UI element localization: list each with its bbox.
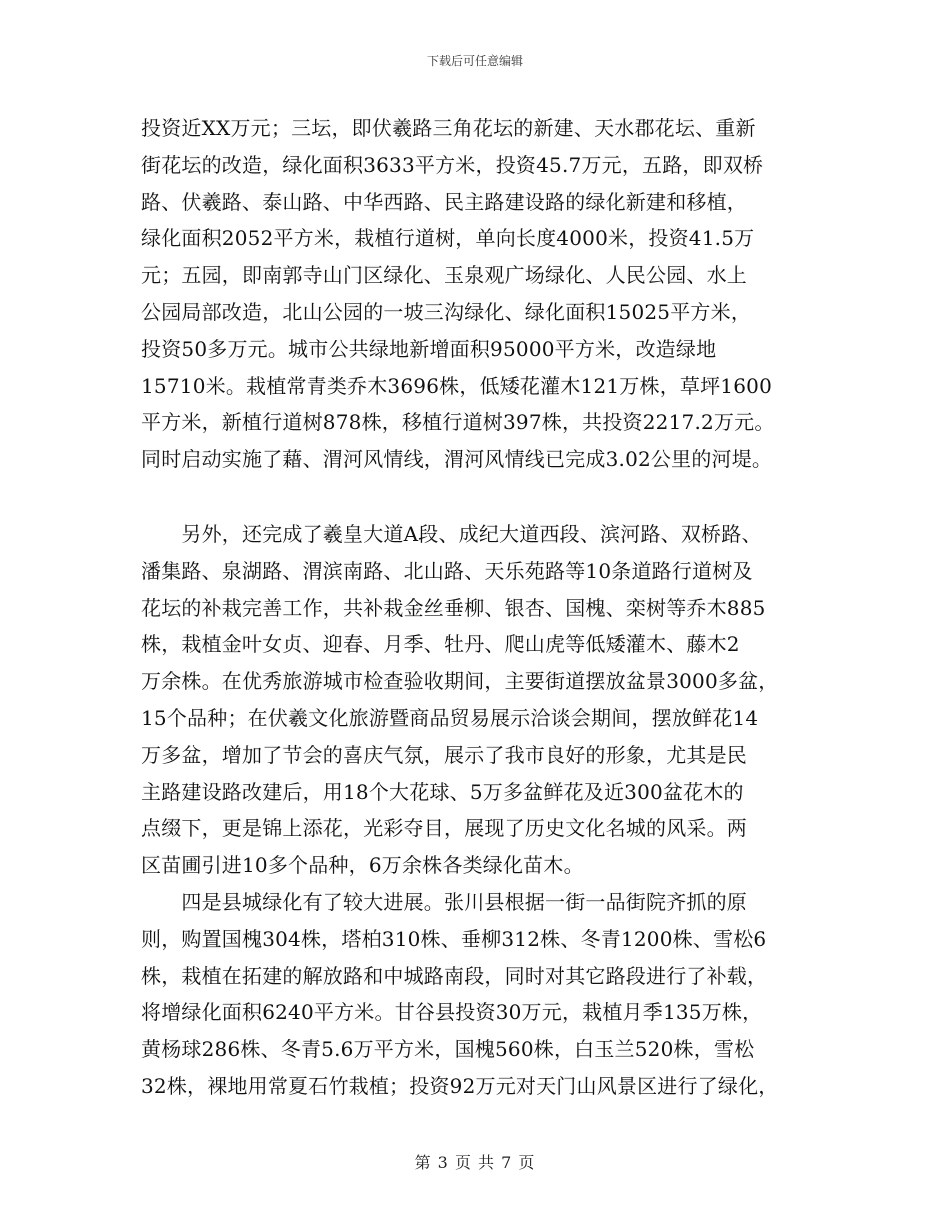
text-line: 潘集路、泉湖路、渭滨南路、北山路、天乐苑路等10条道路行道树及 xyxy=(141,558,753,583)
text-line: 投资50多万元。城市公共绿地新增面积95000平方米，改造绿地 xyxy=(141,336,717,361)
text-line: 32株，裸地用常夏石竹栽植；投资92万元对天门山风景区进行了绿化， xyxy=(141,1073,779,1098)
text-line: 公园局部改造，北山公园的一坡三沟绿化、绿化面积15025平方米， xyxy=(141,299,752,324)
paragraph-gap xyxy=(141,478,831,516)
text-line: 元；五园，即南郭寺山门区绿化、玉泉观广场绿化、人民公园、水上 xyxy=(141,263,747,288)
text-line: 株，栽植在拓建的解放路和中城路南段，同时对其它路段进行了补载， xyxy=(141,963,768,988)
paragraph xyxy=(141,110,831,478)
page-header: 下载后可任意编辑 xyxy=(426,54,523,68)
paragraph xyxy=(141,884,831,1105)
text-line: 万余株。在优秀旅游城市检查验收期间，主要街道摆放盆景3000多盆， xyxy=(141,669,779,694)
text-line: 株，栽植金叶女贞、迎春、月季、牡丹、爬山虎等低矮灌木、藤木2 xyxy=(141,632,740,657)
text-line: 另外，还完成了羲皇大道A段、成纪大道西段、滨河路、双桥路、 xyxy=(141,521,762,546)
text-line: 主路建设路改建后，用18个大花球、5万多盆鲜花及近300盆花木的 xyxy=(141,779,744,804)
text-line: 投资近XX万元；三坛，即伏羲路三角花坛的新建、天水郡花坛、重新 xyxy=(141,116,756,140)
text-line: 万多盆，增加了节会的喜庆气氛，展示了我市良好的形象，尤其是民 xyxy=(141,742,747,767)
text-line: 区苗圃引进10多个品种，6万余株各类绿化苗木。 xyxy=(141,853,584,878)
text-line: 15710米。栽植常青类乔木3696株，低矮花灌木121万株，草坪1600 xyxy=(141,373,772,398)
text-line: 路、伏羲路、泰山路、中华西路、民主路建设路的绿化新建和移植， xyxy=(141,189,747,214)
text-line: 平方米，新植行道树878株，移植行道树397株，共投资2217.2万元。 xyxy=(141,410,775,435)
document-body xyxy=(141,110,831,1105)
text-line: 四是县城绿化有了较大进展。张川县根据一街一品街院齐抓的原 xyxy=(141,889,747,914)
text-line: 15个品种；在伏羲文化旅游暨商品贸易展示洽谈会期间，摆放鲜花14 xyxy=(141,705,759,730)
text-line: 绿化面积2052平方米，栽植行道树，单向长度4000米，投资41.5万 xyxy=(141,226,755,251)
text-line: 街花坛的改造，绿化面积3633平方米，投资45.7万元，五路，即双桥 xyxy=(141,152,764,177)
text-line: 点缀下，更是锦上添花，光彩夺目，展现了历史文化名城的风采。两 xyxy=(141,816,747,841)
page-footer: 第 3 页 共 7 页 xyxy=(414,1153,536,1172)
text-line: 则，购置国槐304株，塔柏310株、垂柳312株、冬青1200株、雪松6 xyxy=(141,926,767,951)
text-line: 花坛的补栽完善工作，共补栽金丝垂柳、银杏、国槐、栾树等乔木885 xyxy=(141,595,766,620)
text-line: 将增绿化面积6240平方米。甘谷县投资30万元，栽植月季135万株， xyxy=(141,1000,763,1025)
text-line: 黄杨球286株、冬青5.6万平方米，国槐560株，白玉兰520株，雪松 xyxy=(141,1037,755,1062)
paragraph xyxy=(141,516,831,884)
text-line: 同时启动实施了藉、渭河风情线，渭河风情线已完成3.02公里的河堤。 xyxy=(141,447,773,472)
